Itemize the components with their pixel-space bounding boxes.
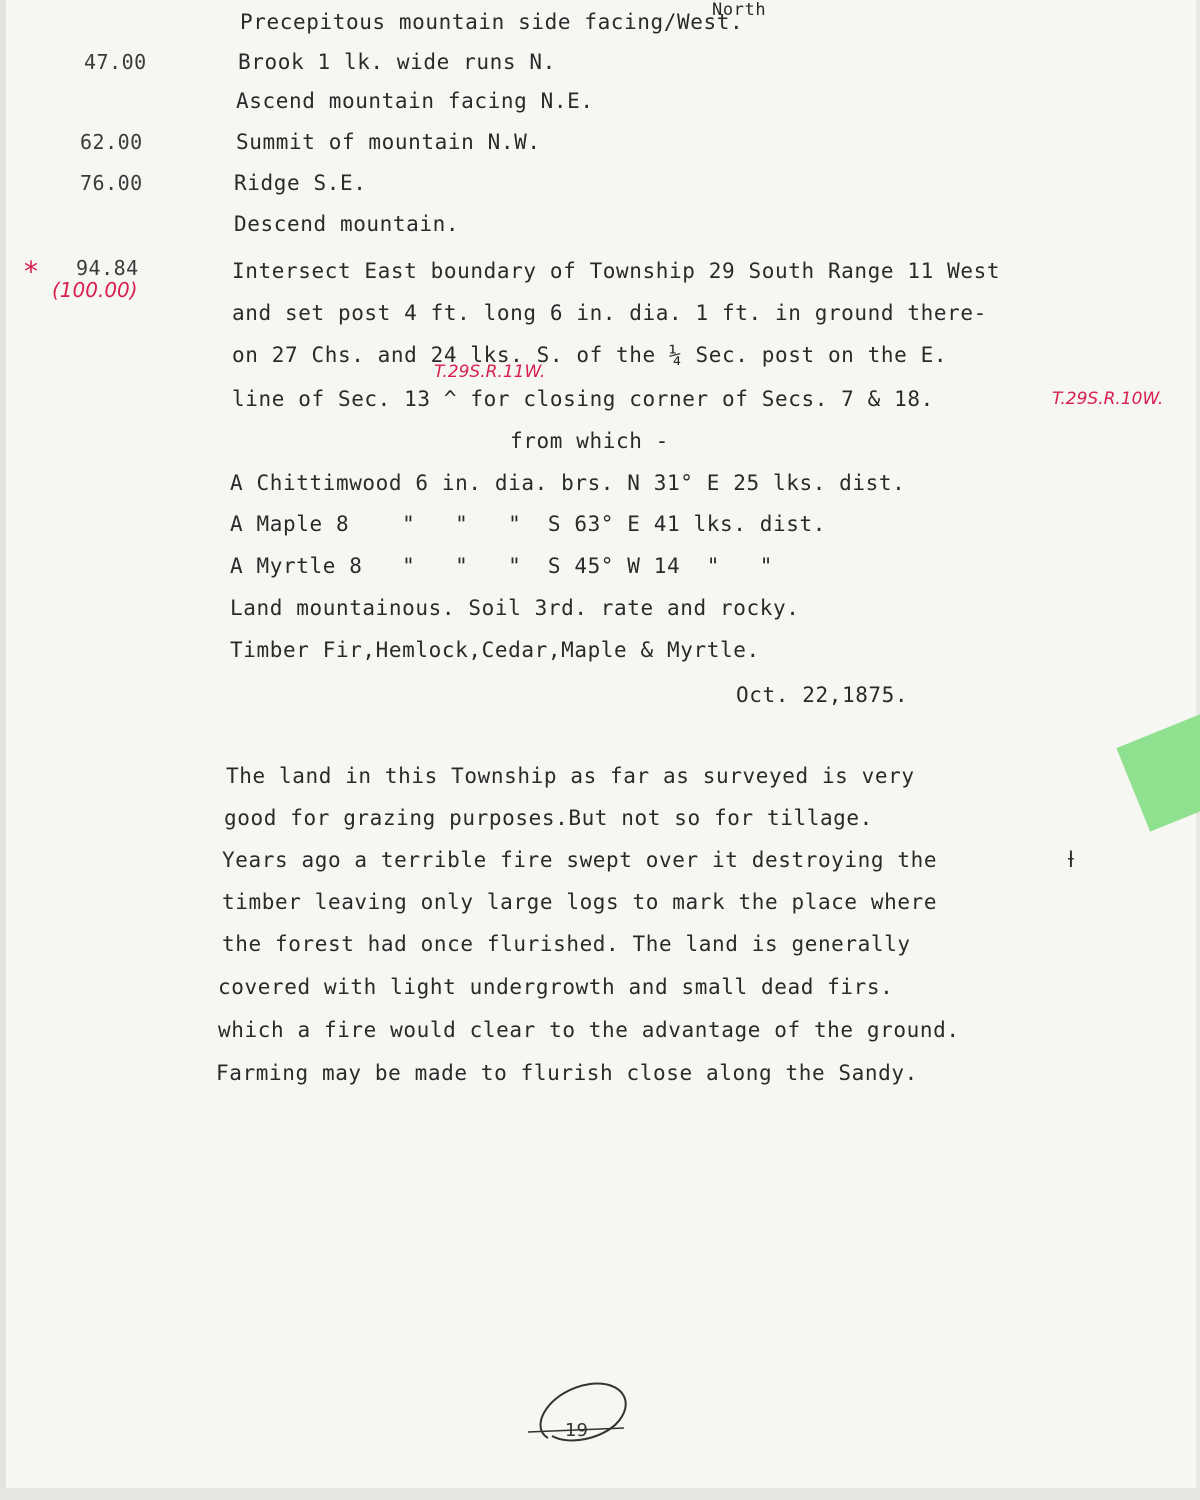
red-insert-township-11w: T.29S.R.11W.	[434, 362, 546, 382]
field-note-top-line: Precepitous mountain side facing/West.	[240, 10, 744, 34]
red-insert-township-10w: T.29S.R.10W.	[1052, 389, 1164, 409]
summary-line: good for grazing purposes.But not so for tillage.	[224, 806, 873, 830]
field-note-insert-north: North	[712, 0, 767, 20]
left-edge-shadow	[0, 0, 6, 1500]
field-note-line: Ridge S.E.	[234, 171, 367, 195]
summary-line: the forest had once flurished. The land is generally	[222, 932, 911, 956]
field-note-line: Descend mountain.	[234, 212, 460, 236]
summary-line: Farming may be made to flurish close along the Sandy.	[216, 1061, 918, 1085]
summary-line: which a fire would clear to the advantage of the ground.	[218, 1018, 960, 1042]
chain-distance: 76.00	[80, 171, 143, 195]
red-star-annotation: *	[24, 255, 38, 288]
strikeout-mark: ƚ	[1068, 848, 1075, 872]
field-note-line: Ascend mountain facing N.E.	[236, 89, 594, 113]
chain-distance: 47.00	[84, 50, 147, 74]
intersect-line-2: and set post 4 ft. long 6 in. dia. 1 ft. in ground there-	[232, 301, 987, 325]
bearing-tree-line: A Maple 8 " " " S 63° E 41 lks. dist.	[230, 512, 826, 536]
page-number: 19	[565, 1420, 588, 1441]
intersect-line-1: Intersect East boundary of Township 29 South Range 11 West	[232, 259, 1001, 283]
bearing-tree-line: A Myrtle 8 " " " S 45° W 14 " "	[230, 554, 773, 578]
entry-date: Oct. 22,1875.	[736, 683, 909, 707]
summary-line: timber leaving only large logs to mark the place where	[222, 890, 938, 914]
from-which-label: from which -	[510, 429, 669, 453]
summary-line: covered with light undergrowth and small dead firs.	[218, 975, 894, 999]
bottom-edge-strip	[0, 1488, 1200, 1500]
field-note-line: Brook 1 lk. wide runs N.	[238, 50, 556, 74]
field-note-line: Summit of mountain N.W.	[236, 130, 541, 154]
page-number-stamp	[520, 1376, 640, 1456]
summary-line: The land in this Township as far as surveyed is very	[226, 764, 915, 788]
chain-distance: 62.00	[80, 130, 143, 154]
bearing-tree-line: A Chittimwood 6 in. dia. brs. N 31° E 25 lks. dist.	[230, 471, 906, 495]
land-description: Land mountainous. Soil 3rd. rate and rocky.	[230, 596, 800, 620]
page-number-circle-icon	[520, 1376, 640, 1456]
summary-line: Years ago a terrible fire swept over it destroying the	[222, 848, 938, 872]
timber-description: Timber Fir,Hemlock,Cedar,Maple & Myrtle.	[230, 638, 760, 662]
red-correction-annotation: (100.00)	[52, 278, 138, 302]
intersect-line-3: on 27 Chs. and 24 lks. S. of the ¼ Sec. post on the E.	[232, 343, 948, 367]
intersect-line-4: line of Sec. 13 ^ for closing corner of Secs. 7 & 18.	[232, 387, 934, 411]
green-tab-marker	[1116, 714, 1200, 831]
chain-distance: 94.84	[76, 256, 139, 280]
